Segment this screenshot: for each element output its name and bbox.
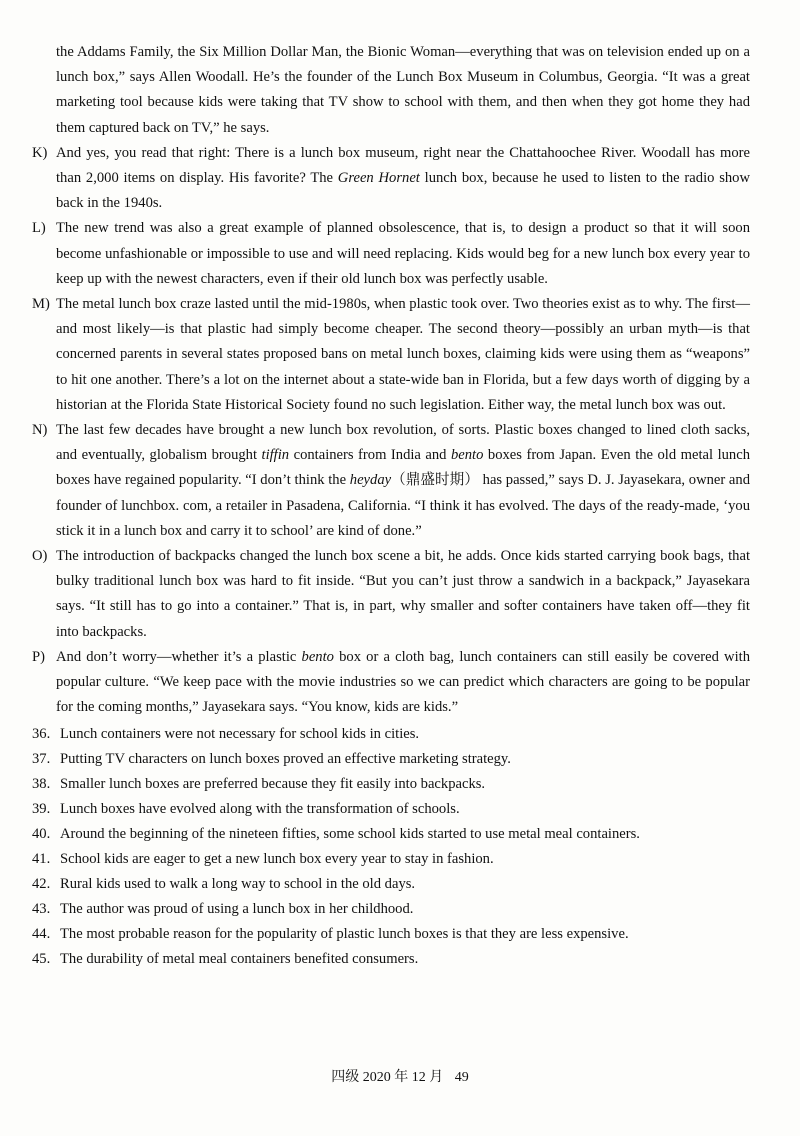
question-number: 44.	[32, 926, 51, 943]
paragraph-label: O)	[32, 548, 48, 565]
question-item	[32, 947, 750, 972]
question-text: School kids are eager to get a new lunch box every year to stay in fashion.	[60, 851, 494, 868]
question-text: The durability of metal meal containers benefited consumers.	[60, 951, 419, 968]
paragraph-p: P) And don’t worry—whether it’s a plastic bento box or a cloth bag, lunch containers can still easily be covered with popular culture. “We keep pace with the movie industries so we can predict which characters are going to be popular for the coming months,” Jayasekara says. “You know, kids are kids.”	[32, 645, 750, 721]
page-footer	[0, 1066, 800, 1086]
question-text: Putting TV characters on lunch boxes proved an effective marketing strategy.	[60, 751, 511, 768]
paragraph-label: M)	[32, 296, 50, 313]
question-number: 38.	[32, 776, 51, 793]
question-list	[32, 722, 750, 972]
question-number: 42.	[32, 876, 51, 893]
question-text: Smaller lunch boxes are preferred because they fit easily into backpacks.	[60, 776, 486, 793]
question-item	[32, 797, 750, 822]
paragraph-label: N)	[32, 422, 48, 439]
question-text: Lunch containers were not necessary for school kids in cities.	[60, 726, 420, 743]
question-item	[32, 822, 750, 847]
paragraph-k: K) And yes, you read that right: There is a lunch box museum, right near the Chattahoochee River. Woodall has more than 2,000 items on display. His favorite? The Green Hornet lunch box, because he used to listen to the radio show back in the 1940s.	[32, 141, 750, 217]
question-item	[32, 747, 750, 772]
question-number: 43.	[32, 901, 51, 918]
page-number: 49	[454, 1070, 469, 1085]
question-item	[32, 772, 750, 797]
paragraph-label: K)	[32, 144, 48, 161]
question-number: 41.	[32, 851, 51, 868]
paragraph-label: L)	[32, 220, 46, 237]
paragraph-label: P)	[32, 648, 45, 665]
paragraph-n: N) The last few decades have brought a new lunch box revolution, of sorts. Plastic boxes changed to lined cloth sacks, and eventually, globalism brought tiffin containers from India and bento boxes from Japan. Even the old metal lunch boxes have regained popularity. “I don’t think the heyday（鼎盛时期） has passed,” says D. J. Jayasekara, owner and founder of lunchbox. com, a retailer in Pasadena, California. “I think it has evolved. The days of the ready-made, ‘you stick it in a lunch box and carry it to school’ are kind of done.”	[32, 418, 750, 544]
question-item	[32, 872, 750, 897]
question-number: 40.	[32, 826, 51, 843]
question-item	[32, 897, 750, 922]
question-number: 36.	[32, 726, 51, 743]
paragraph-o: O) The introduction of backpacks changed the lunch box scene a bit, he adds. Once kids started carrying book bags, that bulky traditional lunch box was hard to fit inside. “But you can’t just throw a sandwich in a backpack,” Jayasekara says. “It still has to go into a container.” That is, in part, why smaller and softer containers have taken off—they fit into backpacks.	[32, 544, 750, 645]
question-number: 37.	[32, 751, 51, 768]
paragraph-m: M) The metal lunch box craze lasted until the mid-1980s, when plastic took over. Two theories exist as to why. The first—and most likely—is that plastic had simply become cheaper. The second theory—possibly an urban myth—is that concerned parents in several states proposed bans on metal lunch boxes, claiming kids were using them as “weapons” to hit one another. There’s a lot on the internet about a state-wide ban in Florida, but a few days worth of digging by a historian at the Florida State Historical Society found no such legislation. Either way, the metal lunch box was out.	[32, 292, 750, 418]
question-text: Rural kids used to walk a long way to school in the old days.	[60, 876, 416, 893]
question-number: 45.	[32, 951, 51, 968]
paragraph-j-continued: the Addams Family, the Six Million Dollar Man, the Bionic Woman—everything that was on television ended up on a lunch box,” says Allen Woodall. He’s the founder of the Lunch Box Museum in Columbus, Georgia. “It was a great marketing tool because kids were taking that TV show to school with them, and then when they got home they had them captured back on TV,” he says.	[56, 44, 750, 136]
question-item	[32, 722, 750, 747]
question-number: 39.	[32, 801, 51, 818]
question-text: Around the beginning of the nineteen fifties, some school kids started to use metal meal containers.	[60, 826, 640, 843]
paragraph-l: L) The new trend was also a great example of planned obsolescence, that is, to design a product so that it will soon become unfashionable or impossible to use and will need replacing. Kids would beg for a new lunch box every year to keep up with the newest characters, even if their old lunch box was perfectly usable.	[32, 216, 750, 292]
question-text: The author was proud of using a lunch box in her childhood.	[60, 901, 414, 918]
exam-label: 四级 2020 年 12 月	[331, 1070, 444, 1085]
question-item	[32, 922, 750, 947]
question-text: Lunch boxes have evolved along with the transformation of schools.	[60, 801, 460, 818]
question-item	[32, 847, 750, 872]
question-text: The most probable reason for the popularity of plastic lunch boxes is that they are less expensive.	[60, 926, 629, 943]
passage	[32, 40, 750, 972]
